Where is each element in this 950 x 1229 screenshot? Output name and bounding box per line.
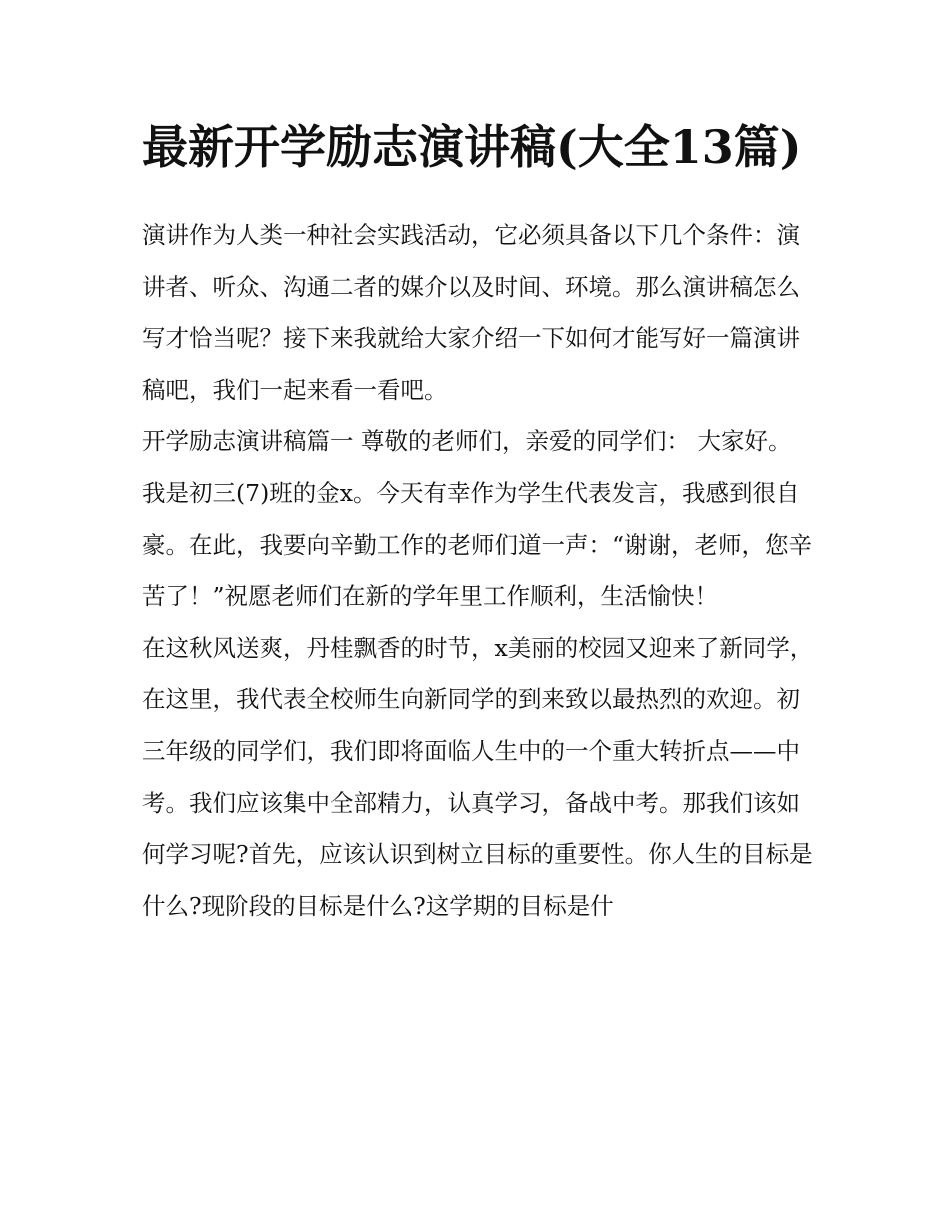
document-title: 最新开学励志演讲稿(大全13篇) xyxy=(142,120,802,174)
welcome-paragraph: 在这秋风送爽，丹桂飘香的时节，x美丽的校园又迎来了新同学，在这里，我代表全校师生向新同学的到来致以最热烈的欢迎。初三年级的同学们，我们即将面临人生中的一个重大转折点——中考。我们应该集中全部精力，认真学习，备战中考。那我们该如何学习呢?首先，应该认识到树立目标的重要性。你人生的目标是什么?现阶段的目标是什么?这学期的目标是什 xyxy=(142,633,814,920)
document-page xyxy=(142,110,814,932)
self-introduction-paragraph: 我是初三(7)班的金x。今天有幸作为学生代表发言，我感到很自豪。在此，我要向辛勤工作的老师们道一声：“谢谢，老师，您辛苦了！”祝愿老师们在新的学年里工作顺利，生活愉快！ xyxy=(142,478,813,611)
intro-paragraph: 演讲作为人类一种社会实践活动，它必须具备以下几个条件：演讲者、听众、沟通二者的媒介以及时间、环境。那么演讲稿怎么写才恰当呢？接下来我就给大家介绍一下如何才能写好一篇演讲稿吧，我们一起来看一看吧。 xyxy=(142,221,800,404)
speech-opening-paragraph: 开学励志演讲稿篇一 尊敬的老师们，亲爱的同学们： 大家好。 xyxy=(142,427,792,456)
